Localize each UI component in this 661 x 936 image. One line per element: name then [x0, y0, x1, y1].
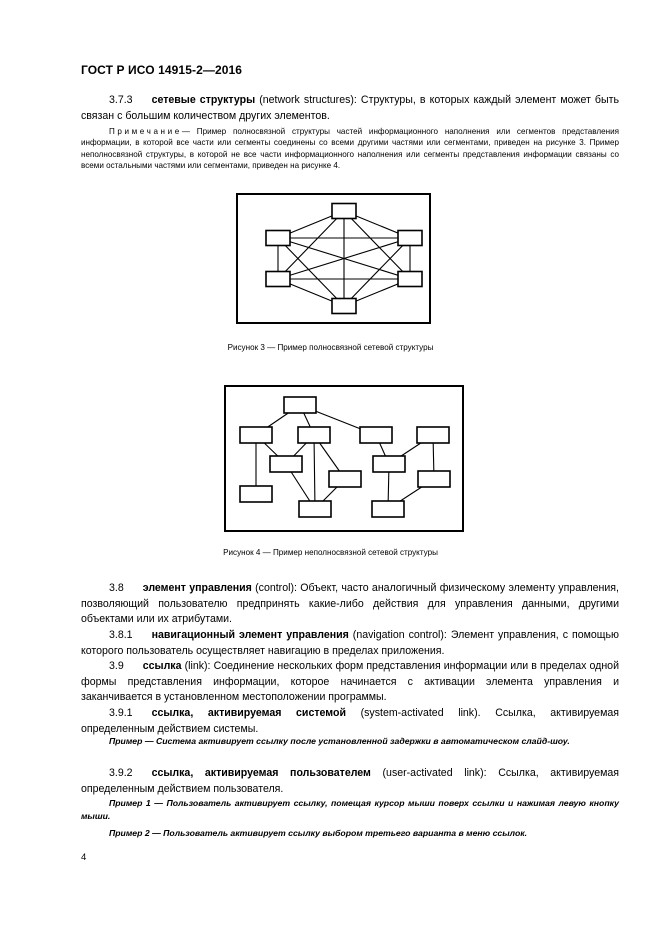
clause-number: 3.9.2 — [109, 767, 133, 779]
figure-3-node — [266, 272, 290, 287]
clause-number: 3.9.1 — [109, 707, 133, 719]
figure-4-node — [270, 456, 302, 472]
figure-4-diagram — [224, 385, 464, 532]
term: ссылка — [142, 660, 182, 672]
figure-4-frame — [225, 386, 463, 531]
figure-4-node — [299, 501, 331, 517]
definition-text: (system-activated link). Ссылка, активируемая определенным действием системы. — [81, 707, 619, 735]
definition-text: (network structures): Структуры, в которых каждый элемент может быть связан с большим количеством других элементов. — [81, 94, 619, 122]
example-2-menu — [81, 827, 619, 840]
definition-3-7-3 — [81, 93, 619, 124]
clause-number: 3.9 — [109, 660, 124, 672]
figure-3-node — [398, 272, 422, 287]
example-slideshow — [81, 735, 619, 748]
definition-3-9-1 — [81, 706, 619, 737]
example-text: Пример — Система активирует ссылку после установленной задержки в автоматическом слайд-шоу. — [109, 736, 570, 746]
definition-3-8 — [81, 581, 619, 628]
term: ссылка, активируемая системой — [151, 707, 346, 719]
figure-3-node — [332, 204, 356, 219]
figure-4-node — [329, 471, 361, 487]
note-paragraph — [81, 126, 619, 172]
figure-3-connections — [278, 211, 410, 306]
figure-3-node — [266, 231, 290, 246]
definition-text: (control): Объект, часто аналогичный физическому элементу управления, позволяющий пользователю предпринять какие-либо действия для управления данными, другими объектами или их атрибутами. — [81, 582, 619, 626]
note-text: — Пример полносвязной структуры частей информационного наполнения или сегментов представления информации, в которой все части или сегменты соединены со всеми другими частями или сегментами, приведен на рисунке 3. Пример неполносвязной структуры, в которой не все части информационного наполнения или сегменты представления информации связаны со всеми остальными частями или сегментами, приведен на рисунке 4. — [81, 127, 619, 171]
definition-text: (link): Соединение нескольких форм представления информации или в пределах одной формы представления информации, которое начинается с активации элемента управления и заканчивается в установленном местоположении программы. — [81, 660, 619, 704]
figure-4-node — [417, 427, 449, 443]
example-1-mouse-click — [81, 797, 619, 823]
term: элемент управления — [142, 582, 252, 594]
clause-number: 3.8 — [109, 582, 124, 594]
clause-number: 3.7.3 — [109, 94, 133, 106]
term: сетевые структуры — [151, 94, 256, 106]
definition-3-9 — [81, 659, 619, 706]
term: навигационный элемент управления — [151, 629, 349, 641]
figure-4-node — [373, 456, 405, 472]
example-text: Пример 2 — Пользователь активирует ссылку выбором третьего варианта в меню ссылок. — [109, 828, 528, 838]
figure-3-diagram — [236, 193, 431, 324]
figure-4-node — [240, 427, 272, 443]
definition-3-9-2 — [81, 766, 619, 797]
figure-4-node — [360, 427, 392, 443]
clause-number: 3.8.1 — [109, 629, 133, 641]
figure-3-caption: Рисунок 3 — Пример полносвязной сетевой структуры — [227, 343, 434, 352]
figure-4-node — [298, 427, 330, 443]
figure-4-nodes — [240, 397, 450, 517]
figure-4-caption: Рисунок 4 — Пример неполносвязной сетевой структуры — [223, 548, 438, 557]
figure-4-node — [284, 397, 316, 413]
definition-text: (navigation control): Элемент управления, с помощью которого пользователь осуществляет навигацию в пределах приложения. — [81, 629, 619, 657]
document-header: ГОСТ Р ИСО 14915-2—2016 — [81, 63, 243, 77]
example-text: Пример 1 — Пользователь активирует ссылку, помещая курсор мыши поверх ссылки и нажимая левую кнопку мыши. — [81, 798, 619, 821]
figure-4-edge — [314, 435, 315, 509]
page-number: 4 — [81, 852, 87, 863]
figure-4-node — [372, 501, 404, 517]
figure-3-node — [398, 231, 422, 246]
figure-4-node — [418, 471, 450, 487]
figure-3-node — [332, 299, 356, 314]
figure-4-node — [240, 486, 272, 502]
note-lead: Примечание — [109, 127, 182, 136]
term: ссылка, активируемая пользователем — [151, 767, 371, 779]
definition-text: (user-activated link): Ссылка, активируемая определенным действием пользователя. — [81, 767, 619, 795]
definition-3-8-1 — [81, 628, 619, 659]
